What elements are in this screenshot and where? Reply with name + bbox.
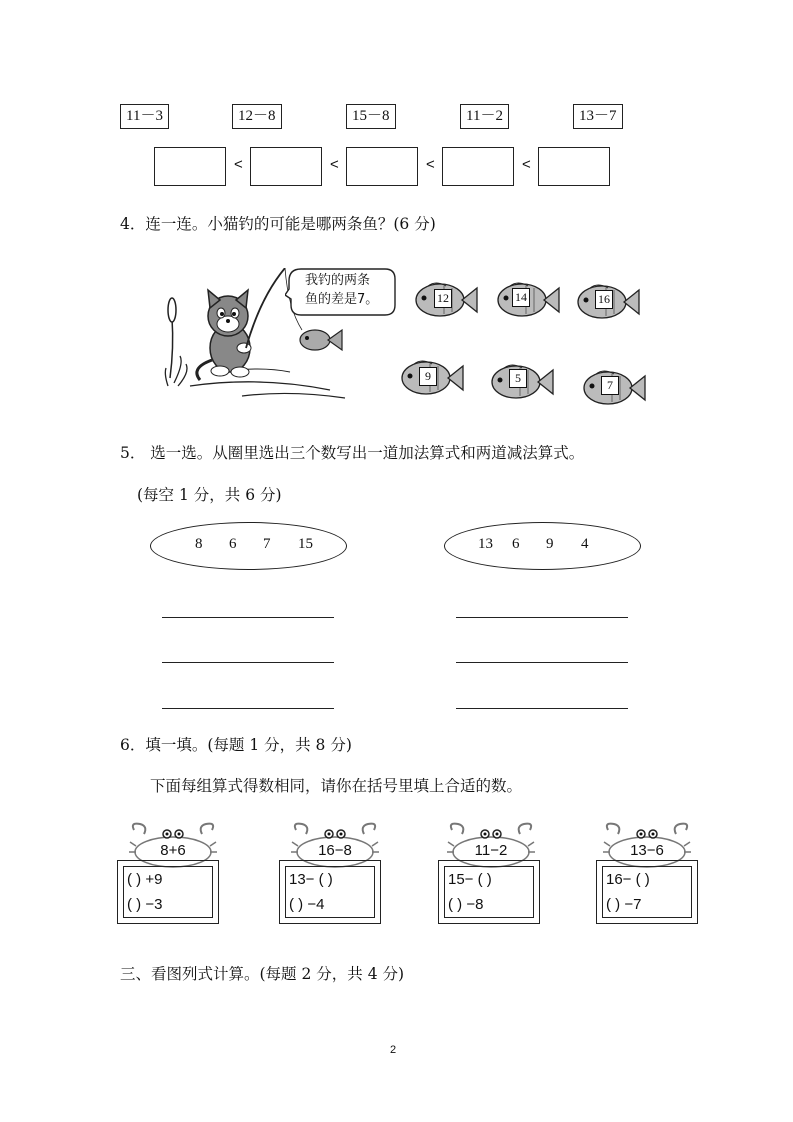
question-5-title: 5． 选一选。从圈里选出三个数写出一道加法算式和两道减法算式。	[120, 444, 585, 462]
fish-number[interactable]: 16	[595, 290, 613, 309]
circle-number: 9	[546, 536, 554, 552]
answer-box[interactable]	[250, 147, 322, 186]
speech-bubble-line2: 鱼的差是7。	[305, 292, 379, 307]
crab-expression: 16−8	[318, 842, 352, 859]
fill-row[interactable]: ( ) −4	[289, 896, 325, 913]
answer-box[interactable]	[154, 147, 226, 186]
fill-row[interactable]: ( ) +9	[127, 871, 163, 888]
fill-row[interactable]: 13− ( )	[289, 871, 333, 888]
fill-box	[279, 860, 381, 924]
fill-row[interactable]: ( ) −3	[127, 896, 163, 913]
fish-number[interactable]: 14	[512, 288, 530, 307]
crab-expression: 11−2	[474, 842, 508, 859]
circle-number: 8	[195, 536, 203, 552]
circle-number: 4	[581, 536, 589, 552]
expression-box: 15－8	[346, 104, 396, 129]
speech-bubble-line1: 我钓的两条	[305, 273, 371, 288]
crab-expression: 8+6	[160, 842, 186, 859]
fish-number[interactable]: 5	[509, 369, 527, 388]
fill-row[interactable]: 16− ( )	[606, 871, 650, 888]
section-3-title: 三、看图列式计算。(每题 2 分，共 4 分)	[120, 965, 405, 983]
less-than-sign: <	[234, 156, 243, 173]
fill-row[interactable]: 15− ( )	[448, 871, 492, 888]
expression-box: 11－2	[460, 104, 509, 129]
circle-number: 7	[263, 536, 271, 552]
answer-line[interactable]	[456, 617, 628, 618]
fill-box	[438, 860, 540, 924]
answer-box[interactable]	[346, 147, 418, 186]
question-4-title: 4．连一连。小猫钓的可能是哪两条鱼？(6 分)	[120, 215, 436, 233]
circle-number: 13	[478, 536, 493, 552]
question-6-instruction: 下面每组算式得数相同，请你在括号里填上合适的数。	[150, 777, 523, 795]
circle-number: 15	[298, 536, 313, 552]
number-circle-right	[444, 522, 641, 570]
fill-row[interactable]: ( ) −7	[606, 896, 642, 913]
fish-number[interactable]: 9	[419, 367, 437, 386]
answer-line[interactable]	[162, 662, 334, 663]
fill-box	[596, 860, 698, 924]
less-than-sign: <	[330, 156, 339, 173]
crab-expression: 13−6	[630, 842, 664, 859]
fish-number[interactable]: 12	[434, 289, 452, 308]
expression-box: 12－8	[232, 104, 282, 129]
answer-line[interactable]	[162, 708, 334, 709]
expression-box: 13－7	[573, 104, 623, 129]
circle-number: 6	[512, 536, 520, 552]
expression-box: 11－3	[120, 104, 169, 129]
less-than-sign: <	[426, 156, 435, 173]
question-6-title: 6．填一填。(每题 1 分，共 8 分)	[120, 736, 352, 754]
fill-row[interactable]: ( ) −8	[448, 896, 484, 913]
answer-line[interactable]	[162, 617, 334, 618]
answer-box[interactable]	[538, 147, 610, 186]
answer-box[interactable]	[442, 147, 514, 186]
answer-line[interactable]	[456, 708, 628, 709]
page-number: 2	[390, 1044, 397, 1056]
fill-box	[117, 860, 219, 924]
answer-line[interactable]	[456, 662, 628, 663]
number-circle-left	[150, 522, 347, 570]
question-5-subtitle: (每空 1 分，共 6 分)	[137, 486, 282, 504]
fish-number[interactable]: 7	[601, 376, 619, 395]
circle-number: 6	[229, 536, 237, 552]
less-than-sign: <	[522, 156, 531, 173]
